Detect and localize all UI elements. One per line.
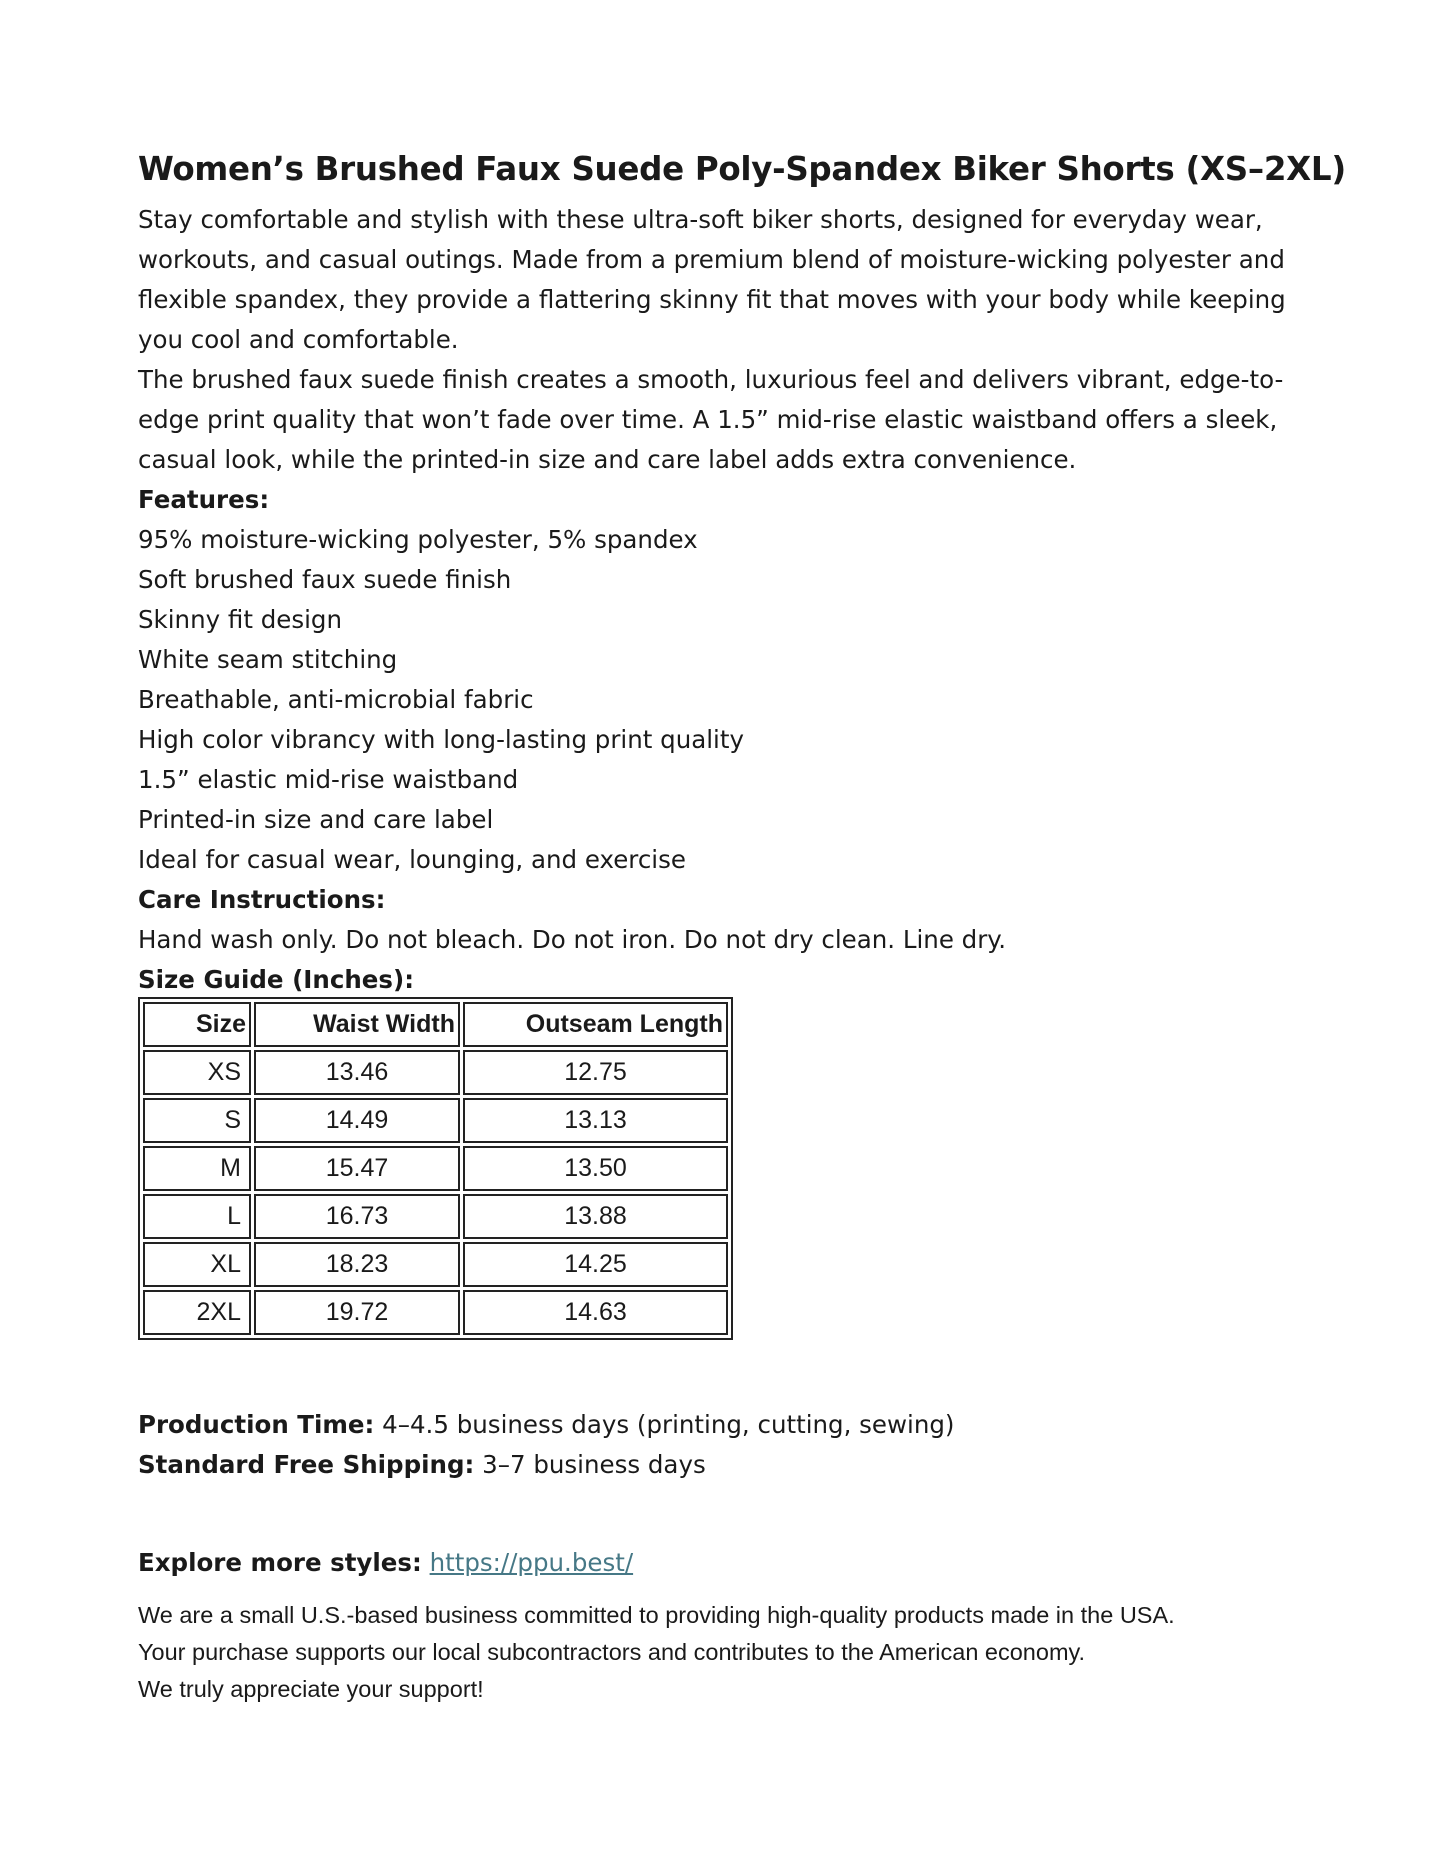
column-header-outseam-length: Outseam Length — [463, 1002, 728, 1047]
table-row — [143, 1290, 728, 1335]
feature-item: Skinny fit design — [138, 605, 342, 634]
feature-item: Breathable, anti-microbial fabric — [138, 685, 534, 714]
explore-line — [138, 1543, 633, 1583]
closing-line: We truly appreciate your support! — [138, 1676, 484, 1702]
shipping-label: Standard Free Shipping: — [138, 1450, 475, 1479]
feature-item: White seam stitching — [138, 645, 398, 674]
care-heading: Care Instructions: — [138, 885, 386, 914]
closing-line: We are a small U.S.-based business committed to providing high-quality products made in the USA. — [138, 1602, 1175, 1628]
store-link[interactable]: https://ppu.best/ — [429, 1548, 634, 1577]
feature-item: High color vibrancy with long-lasting print quality — [138, 725, 744, 754]
column-header-size: Size — [143, 1002, 251, 1047]
size-cell: 2XL — [143, 1290, 251, 1335]
size-guide-table — [138, 997, 733, 1340]
size-cell: M — [143, 1146, 251, 1191]
waist-width-cell: 18.23 — [254, 1242, 460, 1287]
feature-item: 1.5” elastic mid-rise waistband — [138, 765, 519, 794]
feature-item: Printed-in size and care label — [138, 805, 494, 834]
waist-width-cell: 16.73 — [254, 1194, 460, 1239]
table-row — [143, 1242, 728, 1287]
production-time-label: Production Time: — [138, 1410, 375, 1439]
size-cell: XS — [143, 1050, 251, 1095]
column-header-waist-width: Waist Width — [254, 1002, 460, 1047]
waist-width-cell: 13.46 — [254, 1050, 460, 1095]
outseam-length-cell: 14.63 — [463, 1290, 728, 1335]
feature-item: Ideal for casual wear, lounging, and exercise — [138, 845, 686, 874]
description — [138, 200, 1338, 1000]
explore-label: Explore more styles: — [138, 1548, 422, 1577]
table-row — [143, 1146, 728, 1191]
intro-paragraph: The brushed faux suede finish creates a smooth, luxurious feel and delivers vibrant, edge-to-edge print quality that won’t fade over time. A 1.5” mid-rise elastic waistband offers a sleek, casual look, while the printed-in size and care label adds extra convenience. — [138, 365, 1284, 474]
size-cell: L — [143, 1194, 251, 1239]
feature-item: Soft brushed faux suede finish — [138, 565, 512, 594]
table-row — [143, 1098, 728, 1143]
outseam-length-cell: 13.50 — [463, 1146, 728, 1191]
waist-width-cell: 14.49 — [254, 1098, 460, 1143]
size-cell: S — [143, 1098, 251, 1143]
feature-item: 95% moisture-wicking polyester, 5% spandex — [138, 525, 698, 554]
outseam-length-cell: 14.25 — [463, 1242, 728, 1287]
outseam-length-cell: 12.75 — [463, 1050, 728, 1095]
table-row — [143, 1194, 728, 1239]
closing-line: Your purchase supports our local subcontractors and contributes to the American economy. — [138, 1639, 1086, 1665]
page-title: Women’s Brushed Faux Suede Poly-Spandex Biker Shorts (XS–2XL) — [138, 150, 1346, 188]
table-row — [143, 1050, 728, 1095]
shipping-line — [138, 1445, 954, 1485]
production-time-line — [138, 1405, 954, 1445]
waist-width-cell: 19.72 — [254, 1290, 460, 1335]
size-guide-heading: Size Guide (Inches): — [138, 965, 414, 994]
size-cell: XL — [143, 1242, 251, 1287]
table-header-row — [143, 1002, 728, 1047]
waist-width-cell: 15.47 — [254, 1146, 460, 1191]
features-heading: Features: — [138, 485, 270, 514]
shipping-value: 3–7 business days — [474, 1450, 706, 1479]
shipping-info — [138, 1405, 954, 1485]
care-text: Hand wash only. Do not bleach. Do not iron. Do not dry clean. Line dry. — [138, 925, 1007, 954]
production-time-value: 4–4.5 business days (printing, cutting, sewing) — [374, 1410, 955, 1439]
intro-paragraph: Stay comfortable and stylish with these ultra-soft biker shorts, designed for everyday wear, workouts, and casual outings. Made from a premium blend of moisture-wicking polyester and flexible spandex, they provide a flattering skinny fit that moves with your body while keeping you cool and comfortable. — [138, 205, 1286, 354]
outseam-length-cell: 13.88 — [463, 1194, 728, 1239]
closing-message — [138, 1597, 1175, 1708]
outseam-length-cell: 13.13 — [463, 1098, 728, 1143]
